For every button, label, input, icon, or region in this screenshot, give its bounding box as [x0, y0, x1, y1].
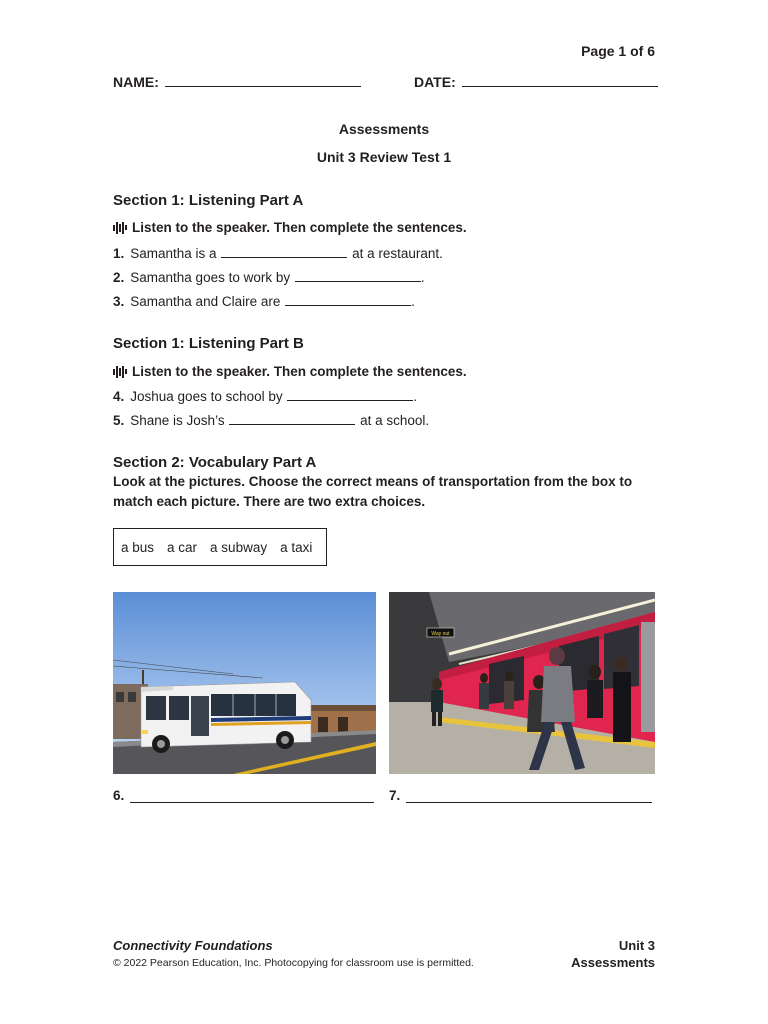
section-1b-instruction [113, 364, 467, 379]
answer-blank[interactable] [287, 388, 413, 401]
page-number: Page 1 of 6 [581, 43, 655, 59]
word-choice: a bus [121, 539, 155, 555]
question-1 [113, 245, 443, 261]
section-1a-instruction [113, 220, 467, 235]
answer-blank[interactable] [406, 791, 652, 803]
answer-6 [113, 788, 374, 803]
question-4 [113, 388, 417, 404]
name-blank[interactable] [165, 73, 361, 87]
question-text-after: . [413, 389, 418, 404]
word-box [113, 528, 327, 566]
answer-blank[interactable] [229, 412, 355, 425]
instruction-text: Listen to the speaker. Then complete the sentences. [132, 220, 467, 235]
answer-7 [389, 788, 652, 803]
question-text: Samantha and Claire are [130, 294, 281, 309]
question-text: Samantha goes to work by [130, 270, 291, 285]
question-text-after: . [411, 294, 415, 309]
footer-book-title: Connectivity Foundations [113, 938, 273, 953]
bus-photo [113, 592, 376, 774]
audio-icon [113, 222, 128, 234]
way-out-sign: Way out [431, 631, 450, 637]
section-2-instruction-line-2: match each picture. There are two extra choices. [113, 494, 426, 509]
question-5 [113, 412, 429, 428]
instruction-text: Listen to the speaker. Then complete the sentences. [132, 364, 467, 379]
bus-illustration [113, 592, 376, 774]
date-blank[interactable] [462, 73, 658, 87]
question-2 [113, 269, 425, 285]
date-label: DATE: [414, 74, 456, 90]
word-choice: a taxi [280, 539, 313, 555]
document-subtitle: Unit 3 Review Test 1 [316, 149, 452, 165]
section-2-title: Section 2: Vocabulary Part A [113, 454, 317, 471]
name-field [113, 73, 361, 90]
subway-illustration [389, 592, 655, 774]
name-label: NAME: [113, 74, 159, 90]
question-number: 5. [113, 413, 125, 428]
word-choice: a subway [210, 539, 268, 555]
question-text-after: at a school. [360, 413, 430, 428]
audio-icon [113, 366, 128, 378]
question-number: 2. [113, 270, 125, 285]
answer-blank[interactable] [130, 791, 374, 803]
answer-blank[interactable] [285, 293, 411, 306]
section-1b-title: Section 1: Listening Part B [113, 335, 304, 352]
question-text: Shane is Josh’s [130, 413, 225, 428]
section-1a-title: Section 1: Listening Part A [113, 192, 304, 209]
question-number: 7. [389, 788, 401, 803]
question-text-after: at a restaurant. [352, 246, 443, 261]
question-number: 3. [113, 294, 125, 309]
document-title: Assessments [338, 121, 430, 137]
question-number: 1. [113, 246, 125, 261]
question-number: 6. [113, 788, 125, 803]
question-number: 4. [113, 389, 125, 404]
question-text: Joshua goes to school by [130, 389, 283, 404]
word-choice: a car [167, 539, 198, 555]
answer-blank[interactable] [221, 245, 347, 258]
footer-section: Assessments [571, 955, 655, 970]
question-text-after: . [420, 270, 425, 285]
section-2-instruction-line-1: Look at the pictures. Choose the correct means of transportation from the box to [113, 474, 633, 489]
date-field [414, 73, 658, 90]
question-3 [113, 293, 415, 309]
footer-unit: Unit 3 [618, 938, 655, 953]
question-text: Samantha is a [130, 246, 217, 261]
subway-photo [389, 592, 655, 774]
answer-blank[interactable] [295, 269, 421, 282]
footer-copyright: © 2022 Pearson Education, Inc. Photocopying for classroom use is permitted. [113, 957, 474, 969]
